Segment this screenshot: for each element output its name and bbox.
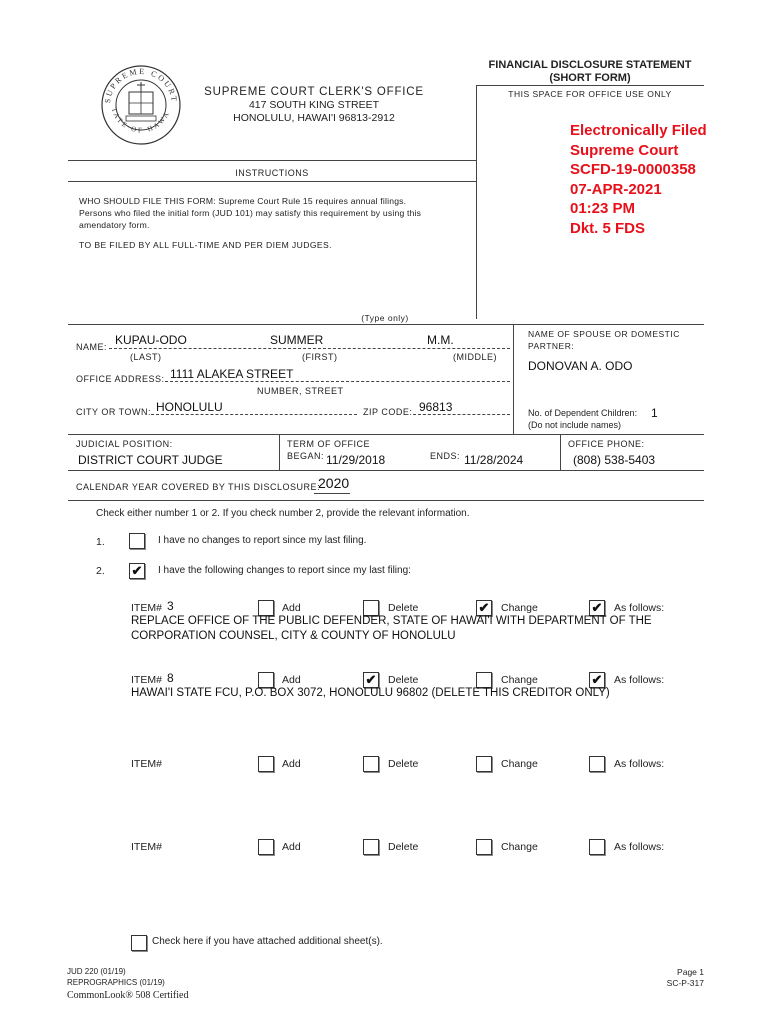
item-add-label: Add — [282, 674, 301, 686]
stamp-line-3: SCFD-19-0000358 — [570, 161, 696, 178]
item-add-checkbox[interactable] — [258, 756, 274, 772]
term-label: TERM OF OFFICE — [287, 439, 370, 449]
zip-value[interactable]: 96813 — [419, 400, 453, 414]
ends-label: ENDS: — [430, 451, 461, 461]
item-delete-label: Delete — [388, 674, 419, 686]
footer-page: Page 1 — [677, 967, 704, 977]
item-change-label: Change — [501, 674, 538, 686]
stamp-line-4: 07-APR-2021 — [570, 180, 662, 198]
item-change-checkbox[interactable] — [476, 672, 492, 688]
item-as-follows-label: As follows: — [614, 602, 665, 614]
item-add-checkbox[interactable] — [258, 672, 274, 688]
spouse-label-line1: NAME OF SPOUSE OR DOMESTIC — [528, 329, 680, 339]
option1-checkbox[interactable] — [129, 533, 145, 549]
city-label: CITY OR TOWN: — [76, 407, 152, 417]
stamp-line-1: Electronically Filed — [570, 122, 707, 139]
item-as-follows-label: As follows: — [614, 674, 665, 686]
item-as-follows-checkbox[interactable]: ✔ — [589, 600, 605, 616]
dependents-value[interactable]: 1 — [651, 406, 658, 420]
instructions-filed-by: TO BE FILED BY ALL FULL-TIME AND PER DIEM JUDGES. — [79, 240, 332, 250]
last-name[interactable]: KUPAU-ODO — [115, 333, 187, 347]
city-value[interactable]: HONOLULU — [156, 400, 223, 414]
office-address-value[interactable]: 1111 ALAKEA STREET — [170, 367, 294, 381]
first-label: (FIRST) — [302, 352, 338, 362]
item-change-checkbox[interactable] — [476, 839, 492, 855]
name-label: NAME: — [76, 342, 108, 352]
item-add-checkbox[interactable] — [258, 839, 274, 855]
item-text-line2[interactable]: CORPORATION COUNSEL, CITY & COUNTY OF HONOLULU — [131, 630, 456, 642]
name-field-line — [109, 348, 510, 349]
judicial-position-value[interactable]: DISTRICT COURT JUDGE — [78, 453, 223, 467]
calendar-year-value[interactable] — [318, 475, 349, 491]
item-add-label: Add — [282, 841, 301, 853]
item-text-line1[interactable]: REPLACE OFFICE OF THE PUBLIC DEFENDER, STATE OF HAWAI'I WITH DEPARTMENT OF THE — [131, 615, 652, 627]
phone-label: OFFICE PHONE: — [568, 439, 645, 449]
court-seal — [100, 64, 182, 146]
item-row — [0, 596, 770, 656]
dependents-label: No. of Dependent Children: — [528, 408, 638, 418]
item-delete-checkbox[interactable]: ✔ — [363, 672, 379, 688]
item-add-label: Add — [282, 602, 301, 614]
attached-sheets-label: Check here if you have attached additional sheet(s). — [152, 936, 383, 947]
year-suffix: 20 — [333, 475, 350, 491]
number-street-label: NUMBER, STREET — [257, 386, 344, 396]
item-delete-label: Delete — [388, 602, 419, 614]
item-change-label: Change — [501, 602, 538, 614]
option2-checkbox[interactable]: ✔ — [129, 563, 145, 579]
last-label: (LAST) — [130, 352, 162, 362]
dependents-note: (Do not include names) — [528, 420, 622, 430]
stamp-line-2: Supreme Court — [570, 141, 679, 159]
item-as-follows-checkbox[interactable] — [589, 839, 605, 855]
item-text-line1[interactable]: HAWAI'I STATE FCU, P.O. BOX 3072, HONOLULU 96802 (DELETE THIS CREDITOR ONLY) — [131, 687, 610, 699]
office-address-label: OFFICE ADDRESS: — [76, 374, 165, 384]
spouse-label-line2: PARTNER: — [528, 341, 575, 351]
instructions-who-line2: Persons who filed the initial form (JUD 101) may satisfy this requirement by using this — [79, 208, 422, 218]
began-value[interactable]: 11/29/2018 — [326, 453, 386, 467]
item-label: ITEM# — [131, 674, 162, 686]
option1-number: 1. — [96, 536, 105, 548]
attached-sheets-checkbox[interactable] — [131, 935, 147, 951]
item-row — [0, 752, 770, 792]
middle-name[interactable]: M.M. — [427, 333, 454, 347]
office-name: SUPREME COURT CLERK'S OFFICE — [204, 86, 424, 98]
office-use-label: THIS SPACE FOR OFFICE USE ONLY — [508, 89, 672, 99]
item-add-label: Add — [282, 758, 301, 770]
instructions-heading: INSTRUCTIONS — [235, 168, 309, 178]
footer-certified: CommonLook® 508 Certified — [67, 990, 189, 1001]
option2-number: 2. — [96, 565, 105, 577]
option2-text: I have the following changes to report since my last filing: — [158, 565, 411, 576]
item-row — [0, 835, 770, 875]
zip-label: ZIP CODE: — [363, 407, 413, 417]
judicial-position-label: JUDICIAL POSITION: — [76, 439, 173, 449]
item-delete-checkbox[interactable] — [363, 839, 379, 855]
form-subtitle: (SHORT FORM) — [549, 72, 631, 84]
spouse-name[interactable]: DONOVAN A. ODO — [528, 359, 633, 373]
item-delete-checkbox[interactable] — [363, 600, 379, 616]
item-number[interactable]: 8 — [167, 671, 174, 685]
ends-value[interactable]: 11/28/2024 — [464, 453, 524, 467]
stamp-line-5: 01:23 PM — [570, 200, 636, 217]
instructions-who-line1: WHO SHOULD FILE THIS FORM: Supreme Court Rule 15 requires annual filings. — [79, 196, 407, 206]
stamp-line-6: Dkt. 5 FDS — [570, 219, 646, 237]
item-label: ITEM# — [131, 841, 162, 853]
item-change-checkbox[interactable] — [476, 756, 492, 772]
item-row — [0, 668, 770, 708]
item-label: ITEM# — [131, 602, 162, 614]
office-address-line1: 417 SOUTH KING STREET — [248, 99, 380, 111]
item-delete-label: Delete — [388, 758, 419, 770]
item-as-follows-checkbox[interactable]: ✔ — [589, 672, 605, 688]
item-label: ITEM# — [131, 758, 162, 770]
item-as-follows-checkbox[interactable] — [589, 756, 605, 772]
item-change-checkbox[interactable]: ✔ — [476, 600, 492, 616]
item-add-checkbox[interactable] — [258, 600, 274, 616]
office-address-line2: HONOLULU, HAWAI'I 96813-2912 — [233, 112, 395, 124]
footer-reprographics: REPROGRAPHICS (01/19) — [67, 978, 165, 987]
filing-stamp — [570, 121, 707, 238]
footer-form-id: JUD 220 (01/19) — [67, 967, 126, 976]
option1-text: I have no changes to report since my last filing. — [158, 535, 367, 546]
seal-bottom-text: TATE OF HAWA — [109, 106, 172, 135]
type-only-label: (Type only) — [361, 313, 409, 323]
item-change-label: Change — [501, 758, 538, 770]
phone-value[interactable]: (808) 538-5403 — [573, 453, 656, 467]
item-delete-label: Delete — [388, 841, 419, 853]
seal-top-text: SUPREME COURT — [102, 66, 180, 104]
item-as-follows-label: As follows: — [614, 841, 665, 853]
options-instruction: Check either number 1 or 2. If you check number 2, provide the relevant information. — [96, 508, 470, 519]
instructions-who-line3: amendatory form. — [79, 220, 150, 230]
item-number[interactable]: 3 — [167, 599, 174, 613]
form-title: FINANCIAL DISCLOSURE STATEMENT — [488, 59, 692, 71]
item-delete-checkbox[interactable] — [363, 756, 379, 772]
year-prefix: 20 — [318, 475, 334, 491]
first-name[interactable]: SUMMER — [270, 333, 324, 347]
calendar-year-label: CALENDAR YEAR COVERED BY THIS DISCLOSURE: — [76, 482, 321, 492]
footer-code: SC-P-317 — [666, 978, 704, 988]
item-change-label: Change — [501, 841, 538, 853]
item-as-follows-label: As follows: — [614, 758, 665, 770]
middle-label: (MIDDLE) — [453, 352, 497, 362]
began-label: BEGAN: — [287, 451, 325, 461]
